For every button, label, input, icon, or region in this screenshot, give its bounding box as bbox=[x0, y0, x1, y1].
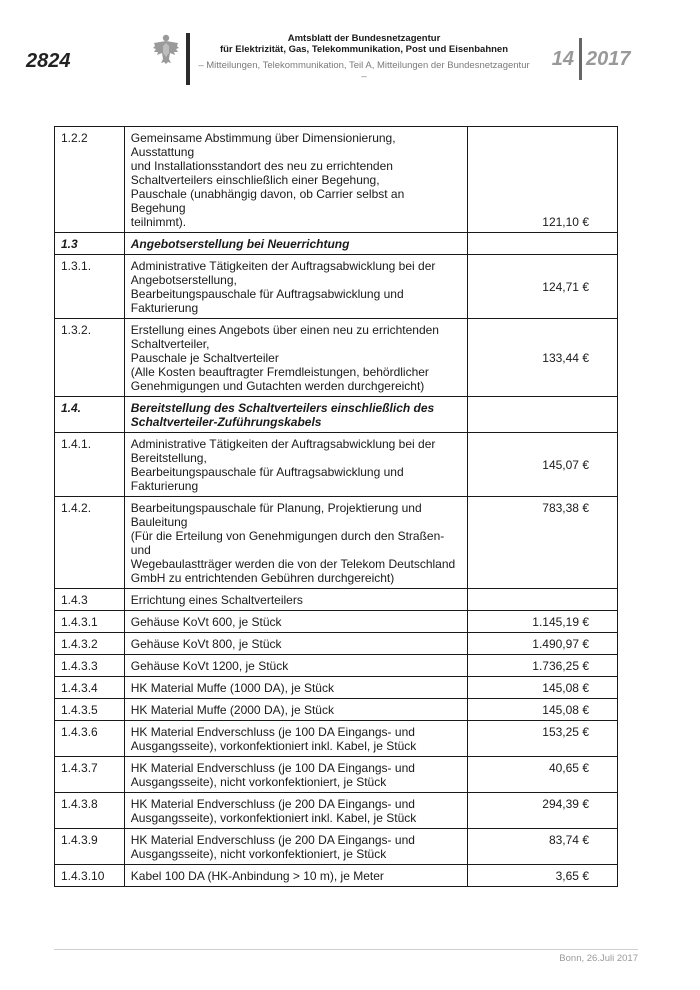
page-number: 2824 bbox=[26, 50, 71, 72]
item-description bbox=[124, 793, 467, 829]
table-row bbox=[55, 699, 618, 721]
gazette-subtitle: – Mitteilungen, Telekommunikation, Teil A, Mitteilungen der Bundesnetzagentur – bbox=[198, 60, 530, 82]
description-line: Fakturierung bbox=[130, 479, 199, 493]
item-description bbox=[124, 633, 467, 655]
item-description bbox=[124, 829, 467, 865]
table-row bbox=[55, 633, 618, 655]
description-line: HK Material Endverschluss (je 100 DA Eingangs- und bbox=[130, 725, 415, 739]
item-price: 83,74 € bbox=[468, 829, 618, 865]
section-row bbox=[55, 233, 618, 255]
item-code: 1.4.3.6 bbox=[55, 721, 125, 757]
description-line: Kabel 100 DA (HK-Anbindung > 10 m), je Meter bbox=[130, 869, 384, 883]
table-row bbox=[55, 319, 618, 397]
description-line: (Für die Erteilung von Genehmigungen durch den Straßen- und bbox=[130, 529, 445, 557]
description-line: Bearbeitungspauschale für Auftragsabwicklung und bbox=[130, 465, 404, 479]
description-line: Gehäuse KoVt 800, je Stück bbox=[130, 637, 282, 651]
item-description bbox=[124, 677, 467, 699]
table-row bbox=[55, 433, 618, 497]
description-line: Ausgangsseite), vorkonfektioniert inkl. Kabel, je Stück bbox=[130, 739, 417, 753]
item-price: 1.490,97 € bbox=[468, 633, 618, 655]
description-line: GmbH zu entrichtenden Gebühren durchgereicht) bbox=[130, 571, 395, 585]
description-line: Bauleitung bbox=[130, 515, 188, 529]
item-price bbox=[468, 233, 618, 255]
description-line: Schaltverteiler-Zuführungskabels bbox=[130, 415, 322, 429]
fee-table bbox=[54, 126, 618, 887]
description-line: Erstellung eines Angebots über einen neu zu errichtenden bbox=[130, 323, 439, 337]
description-line: Bereitstellung, bbox=[130, 451, 207, 465]
item-code: 1.3.2. bbox=[55, 319, 125, 397]
description-line: Pauschale (unabhängig davon, ob Carrier selbst an Begehung bbox=[130, 187, 405, 215]
item-price: 1.145,19 € bbox=[468, 611, 618, 633]
table-row bbox=[55, 611, 618, 633]
table-row bbox=[55, 793, 618, 829]
description-line: (Alle Kosten beauftragter Fremdleistungen, behördlicher bbox=[130, 365, 429, 379]
description-line: Angebotserstellung, bbox=[130, 273, 237, 287]
item-price: 124,71 € bbox=[468, 255, 618, 319]
federal-eagle-icon bbox=[152, 33, 180, 65]
item-price bbox=[468, 589, 618, 611]
item-description bbox=[124, 611, 467, 633]
description-line: HK Material Endverschluss (je 200 DA Eingangs- und bbox=[130, 833, 415, 847]
table-row bbox=[55, 677, 618, 699]
description-line: HK Material Endverschluss (je 200 DA Eingangs- und bbox=[130, 797, 415, 811]
description-line: Administrative Tätigkeiten der Auftragsabwicklung bei der bbox=[130, 437, 436, 451]
description-line: Fakturierung bbox=[130, 301, 199, 315]
item-description bbox=[124, 233, 467, 255]
item-price: 145,08 € bbox=[468, 699, 618, 721]
item-price: 145,07 € bbox=[468, 433, 618, 497]
item-description bbox=[124, 397, 467, 433]
footer-place-date: Bonn, 26.Juli 2017 bbox=[559, 953, 638, 964]
item-price: 3,65 € bbox=[468, 865, 618, 887]
item-description bbox=[124, 699, 467, 721]
item-code: 1.4.3.7 bbox=[55, 757, 125, 793]
item-price: 40,65 € bbox=[468, 757, 618, 793]
item-price: 1.736,25 € bbox=[468, 655, 618, 677]
table-row bbox=[55, 497, 618, 589]
item-code: 1.4.3.9 bbox=[55, 829, 125, 865]
issue-number: 14 bbox=[551, 48, 574, 70]
description-line: Ausgangsseite), vorkonfektioniert inkl. Kabel, je Stück bbox=[130, 811, 417, 825]
item-description bbox=[124, 255, 467, 319]
item-description bbox=[124, 721, 467, 757]
description-line: Schaltverteilers einschließlich einer Begehung, bbox=[130, 173, 380, 187]
header-divider bbox=[186, 33, 190, 85]
description-line: Ausgangsseite), nicht vorkonfektioniert, je Stück bbox=[130, 775, 387, 789]
description-line: Administrative Tätigkeiten der Auftragsabwicklung bei der bbox=[130, 259, 436, 273]
gazette-title-line1: Amtsblatt der Bundesnetzagentur bbox=[287, 33, 441, 44]
table-row bbox=[55, 255, 618, 319]
description-line: HK Material Endverschluss (je 100 DA Eingangs- und bbox=[130, 761, 415, 775]
item-code: 1.2.2 bbox=[55, 127, 125, 233]
description-line: Gemeinsame Abstimmung über Dimensionierung, Ausstattung bbox=[130, 131, 396, 159]
item-code: 1.4.3.3 bbox=[55, 655, 125, 677]
table-row bbox=[55, 865, 618, 887]
item-price: 133,44 € bbox=[468, 319, 618, 397]
item-code: 1.4.1. bbox=[55, 433, 125, 497]
table-row bbox=[55, 589, 618, 611]
description-line: Gehäuse KoVt 600, je Stück bbox=[130, 615, 282, 629]
description-line: Gehäuse KoVt 1200, je Stück bbox=[130, 659, 289, 673]
item-code: 1.4. bbox=[55, 397, 125, 433]
item-code: 1.4.3.1 bbox=[55, 611, 125, 633]
table-row bbox=[55, 655, 618, 677]
item-price: 121,10 € bbox=[468, 127, 618, 233]
footer-divider bbox=[54, 949, 638, 950]
item-description bbox=[124, 127, 467, 233]
item-code: 1.4.2. bbox=[55, 497, 125, 589]
table-row bbox=[55, 127, 618, 233]
item-code: 1.4.3.2 bbox=[55, 633, 125, 655]
description-line: Bearbeitungspauschale für Planung, Projektierung und bbox=[130, 501, 422, 515]
description-line: Wegebaulastträger werden die von der Telekom Deutschland bbox=[130, 557, 456, 571]
gazette-title bbox=[196, 33, 532, 55]
item-price: 294,39 € bbox=[468, 793, 618, 829]
description-line: HK Material Muffe (1000 DA), je Stück bbox=[130, 681, 334, 695]
description-line: HK Material Muffe (2000 DA), je Stück bbox=[130, 703, 334, 717]
description-line: Genehmigungen und Gutachten werden durchgereicht) bbox=[130, 379, 425, 393]
description-line: Bearbeitungspauschale für Auftragsabwicklung und bbox=[130, 287, 404, 301]
issue-year: 2017 bbox=[586, 48, 631, 70]
item-description bbox=[124, 319, 467, 397]
description-line: Ausgangsseite), nicht vorkonfektioniert, je Stück bbox=[130, 847, 387, 861]
item-code: 1.3.1. bbox=[55, 255, 125, 319]
item-code: 1.4.3.8 bbox=[55, 793, 125, 829]
item-code: 1.4.3 bbox=[55, 589, 125, 611]
item-code: 1.3 bbox=[55, 233, 125, 255]
item-description bbox=[124, 757, 467, 793]
item-code: 1.4.3.4 bbox=[55, 677, 125, 699]
description-line: Errichtung eines Schaltverteilers bbox=[130, 593, 303, 607]
description-line: Schaltverteiler, bbox=[130, 337, 210, 351]
description-line: teilnimmt). bbox=[130, 215, 187, 229]
item-description bbox=[124, 497, 467, 589]
item-description bbox=[124, 589, 467, 611]
description-line: Bereitstellung des Schaltverteilers einschließlich des bbox=[130, 401, 435, 415]
description-line: und Installationsstandort des neu zu errichtenden bbox=[130, 159, 393, 173]
item-price: 145,08 € bbox=[468, 677, 618, 699]
item-code: 1.4.3.10 bbox=[55, 865, 125, 887]
description-line: Pauschale je Schaltverteiler bbox=[130, 351, 279, 365]
item-price bbox=[468, 397, 618, 433]
table-row bbox=[55, 829, 618, 865]
section-row bbox=[55, 397, 618, 433]
gazette-title-line2: für Elektrizität, Gas, Telekommunikation, Post und Eisenbahnen bbox=[219, 44, 509, 55]
item-code: 1.4.3.5 bbox=[55, 699, 125, 721]
issue-divider bbox=[579, 38, 582, 80]
item-price: 153,25 € bbox=[468, 721, 618, 757]
description-line: Angebotserstellung bei Neuerrichtung bbox=[130, 237, 350, 251]
table-row bbox=[55, 757, 618, 793]
item-description bbox=[124, 655, 467, 677]
item-description bbox=[124, 433, 467, 497]
fee-table-body bbox=[55, 127, 618, 887]
item-description bbox=[124, 865, 467, 887]
item-price: 783,38 € bbox=[468, 497, 618, 589]
table-row bbox=[55, 721, 618, 757]
